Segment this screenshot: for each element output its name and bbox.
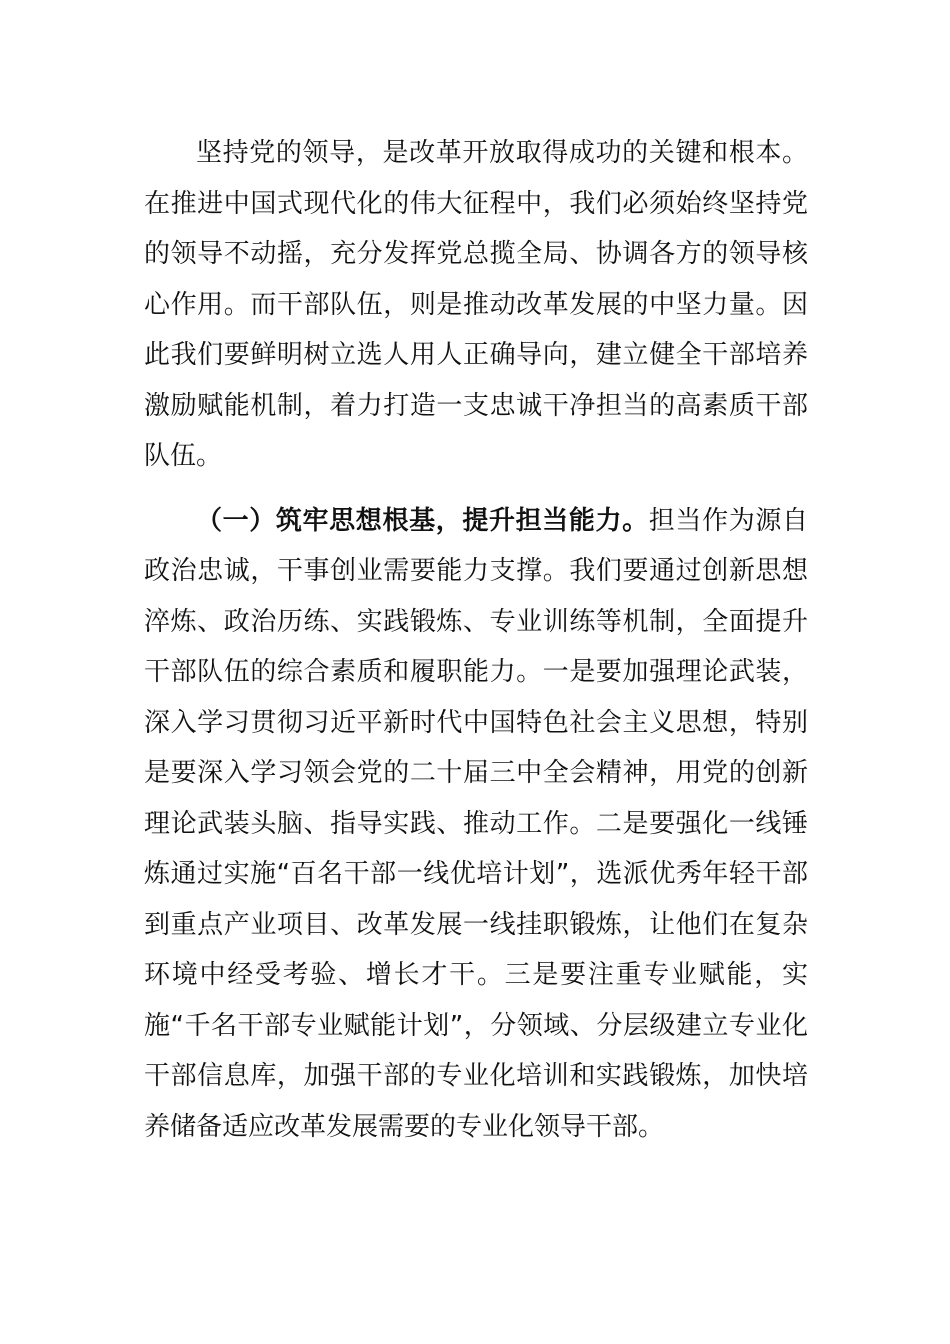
paragraph-spacer — [144, 482, 808, 496]
section-one-body: 担当作为源自政治忠诚，干事创业需要能力支撑。我们要通过创新思想淬炼、政治历练、实践锻炼、专业训练等机制，全面提升干部队伍的综合素质和履职能力。一是要加强理论武装，深入学习贯彻习近平新时代中国特色社会主义思想，特别是要深入学习领会党的二十届三中全会精神，用党的创新理论武装头脑、指导实践、推动工作。二是要强化一线锤炼通过实施“百名干部一线优培计划”，选派优秀年轻干部到重点产业项目、改革发展一线挂职锻炼，让他们在复杂环境中经受考验、增长才干。三是要注重专业赋能，实施“千名干部专业赋能计划”，分领域、分层级建立专业化干部信息库，加强干部的专业化培训和实践锻炼，加快培养储备适应改革发展需要的专业化领导干部。 — [144, 505, 808, 1142]
intro-paragraph: 坚持党的领导，是改革开放取得成功的关键和根本。在推进中国式现代化的伟大征程中，我们必须始终坚持党的领导不动摇，充分发挥党总揽全局、协调各方的领导核心作用。而干部队伍，则是推动改革发展的中坚力量。因此我们要鲜明树立选人用人正确导向，建立健全干部培养激励赋能机制，着力打造一支忠诚干净担当的高素质干部队伍。 — [144, 138, 808, 471]
document-body — [144, 128, 808, 1152]
section-one-paragraph — [144, 496, 808, 1153]
section-one-heading: （一）筑牢思想根基，提升担当能力。 — [196, 505, 649, 536]
